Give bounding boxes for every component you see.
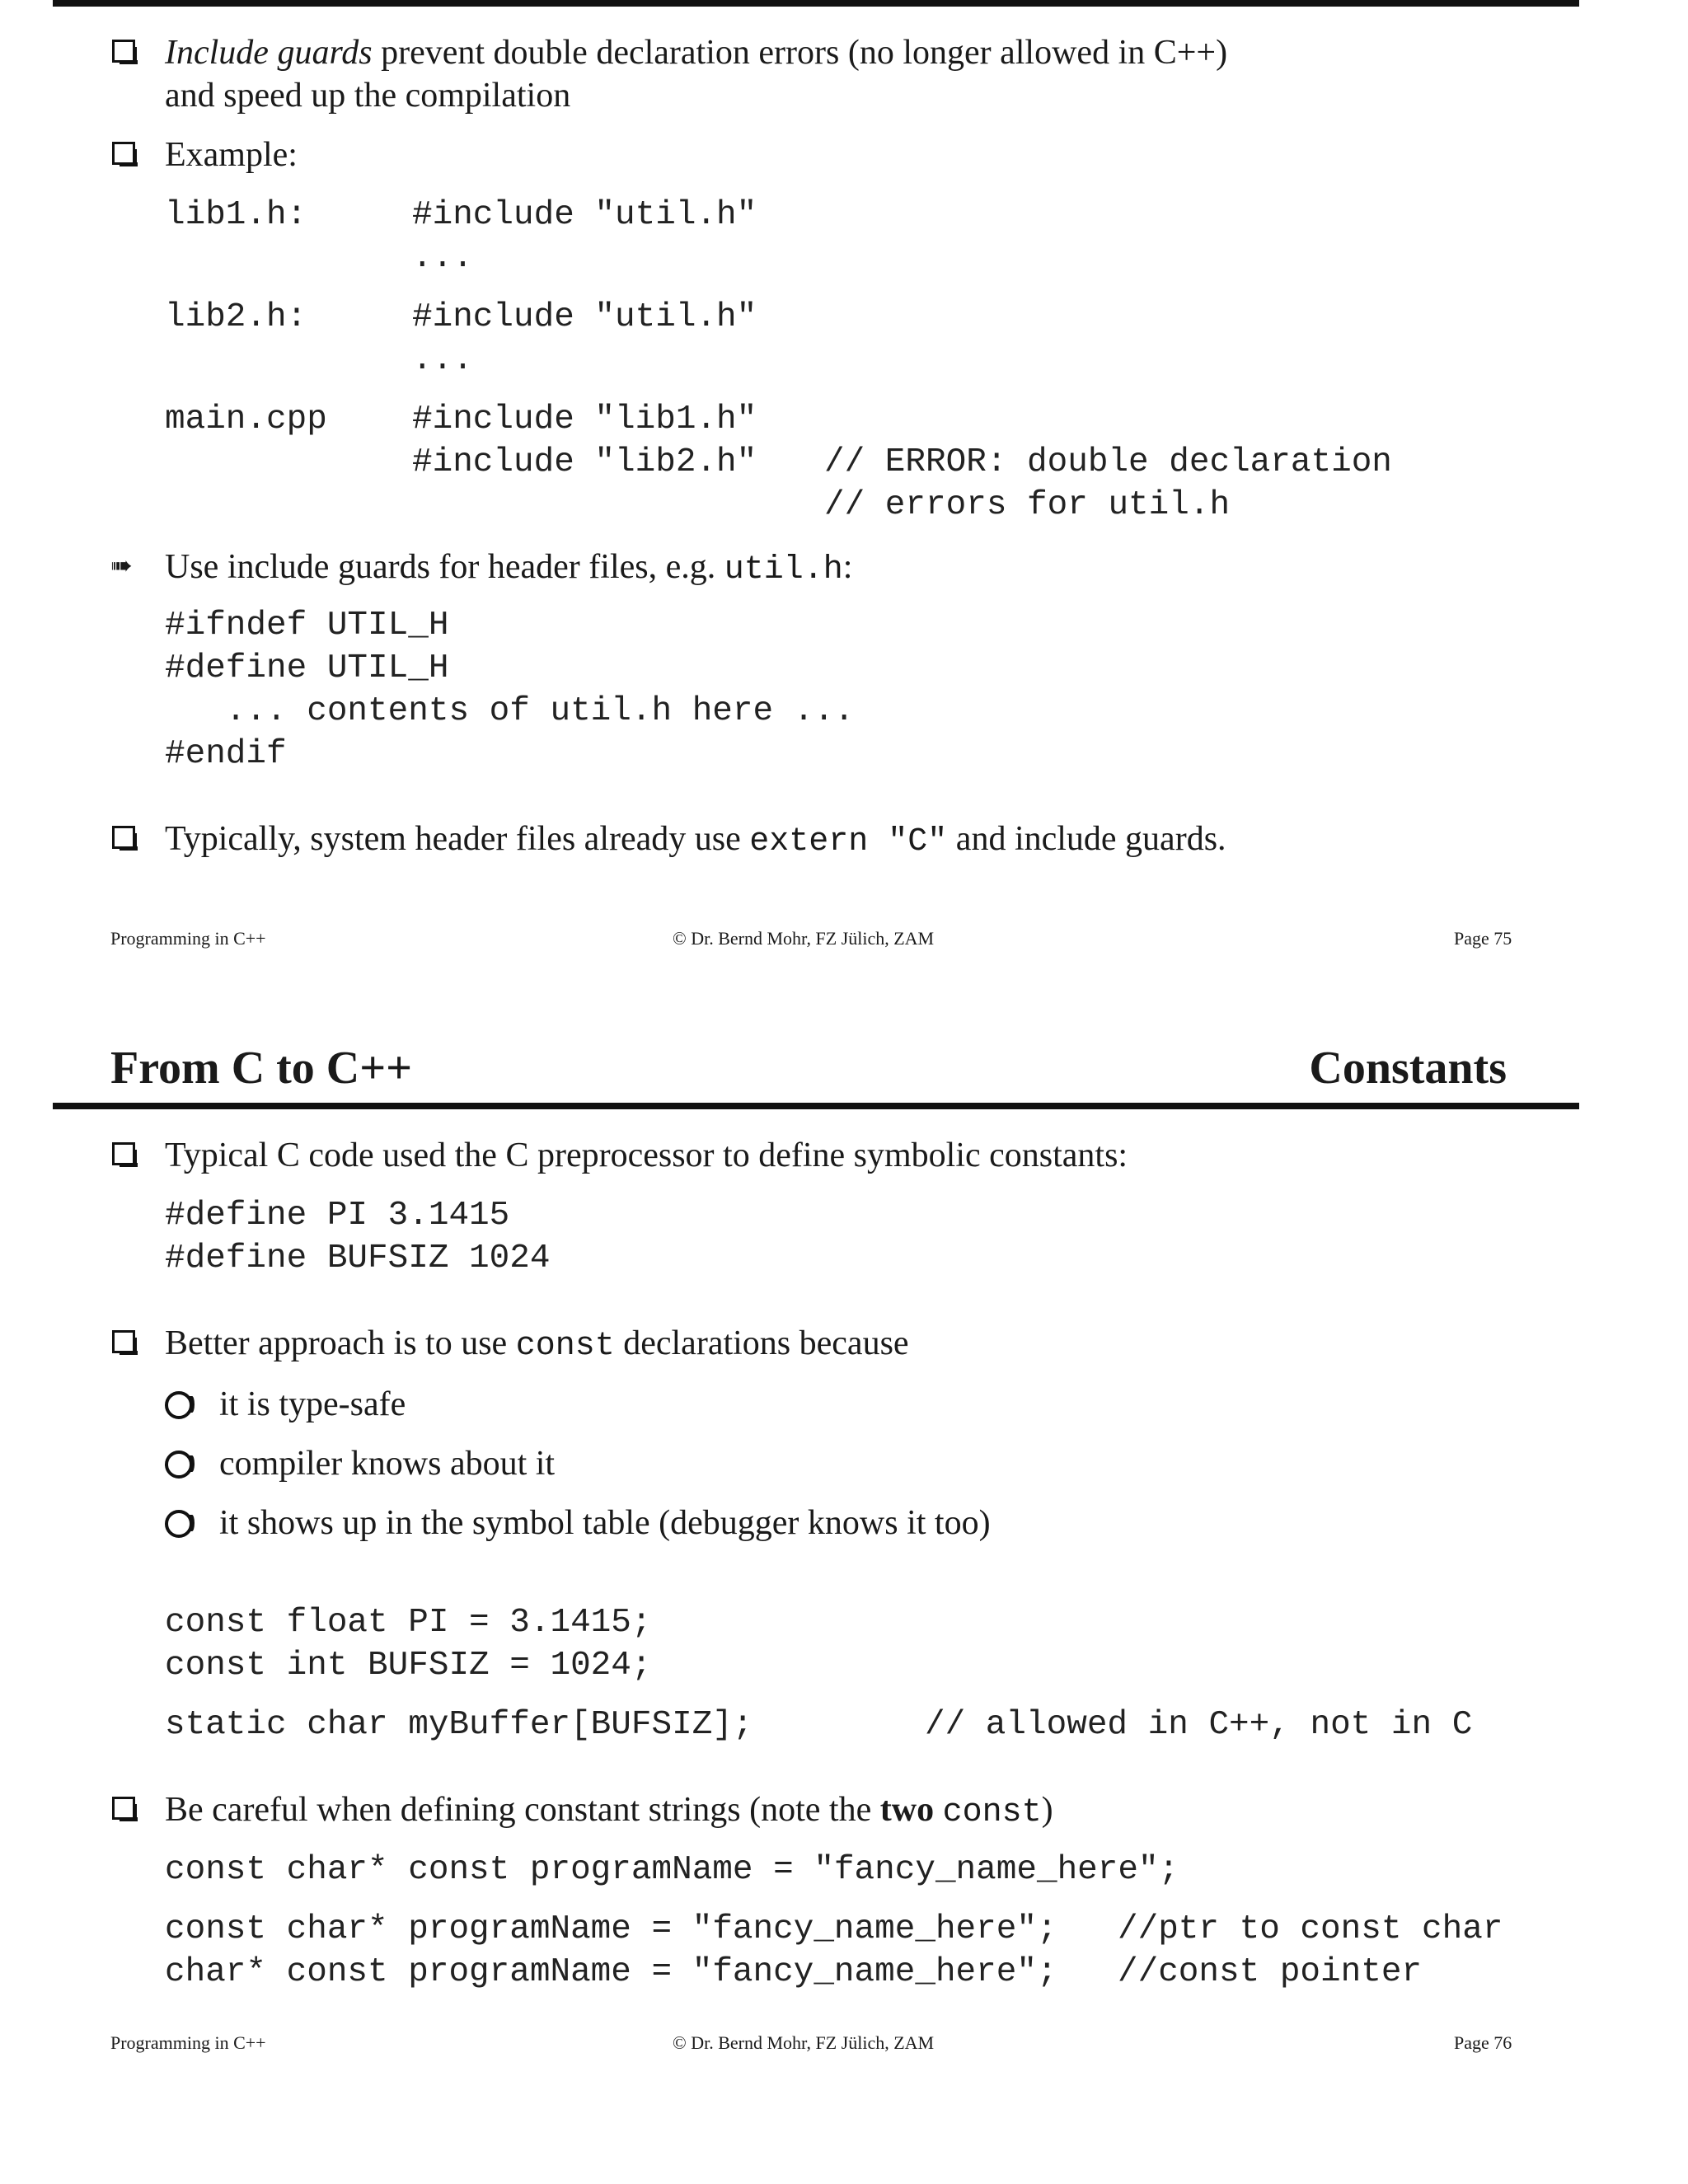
checkbox-bullet-icon	[112, 1330, 135, 1353]
code-line: const char* const programName = "fancy_name_here";	[165, 1851, 1179, 1889]
footer-left: Programming in C++	[110, 928, 266, 949]
code-line: char* const programName = "fancy_name_here";	[165, 1953, 1057, 1991]
code-comment: //const pointer	[1118, 1953, 1423, 1991]
code-comment: // allowed in C++, not in C	[925, 1706, 1473, 1744]
inline-code: util.h	[724, 551, 843, 588]
code-line: ...	[412, 239, 473, 277]
const-strings-suffix: )	[1041, 1791, 1053, 1829]
header-rule	[53, 1103, 1579, 1109]
circle-bullet-icon	[165, 1510, 193, 1538]
code-comment: //ptr to const char	[1118, 1910, 1503, 1948]
sub-item: compiler knows about it	[219, 1445, 556, 1483]
system-headers-text	[165, 818, 1226, 864]
top-rule	[53, 0, 1579, 7]
arrow-item-text	[165, 546, 852, 592]
code-line: #define BUFSIZ 1024	[165, 1240, 551, 1277]
code-line: #include "util.h"	[412, 196, 757, 234]
code-line: #ifndef UTIL_H	[165, 607, 449, 644]
footer-page-number: Page 75	[1454, 928, 1512, 949]
const-strings-label: Be careful when defining constant strings (note the	[165, 1791, 880, 1829]
checkbox-bullet-icon	[112, 142, 135, 165]
system-headers-suffix: and include guards.	[947, 820, 1226, 858]
emphasis-two: two	[879, 1791, 935, 1829]
include-guards-text-line2: and speed up the compilation	[165, 77, 571, 115]
sub-item: it is type-safe	[219, 1385, 406, 1423]
include-guards-text: prevent double declaration errors (no longer allowed in C++)	[372, 34, 1228, 72]
code-label-lib1: lib1.h:	[165, 196, 307, 234]
code-line: const char* programName = "fancy_name_here";	[165, 1910, 1057, 1948]
code-line: #include "lib2.h"	[412, 443, 757, 481]
arrow-item-label: Use include guards for header files, e.g.	[165, 548, 724, 586]
code-label-main: main.cpp	[165, 401, 327, 438]
const-approach-text	[165, 1322, 909, 1368]
code-comment: // errors for util.h	[824, 486, 1231, 524]
inline-code: const	[515, 1328, 615, 1365]
code-line: ...	[412, 341, 473, 379]
include-guards-term: Include guards	[165, 34, 373, 72]
code-label-lib2: lib2.h:	[165, 298, 307, 336]
code-line: #define PI 3.1415	[165, 1197, 510, 1235]
const-strings-text	[165, 1788, 1053, 1835]
code-line: #endif	[165, 735, 287, 773]
arrow-item-suffix: :	[842, 548, 853, 586]
example-heading: Example:	[165, 136, 298, 174]
checkbox-bullet-icon	[112, 40, 135, 63]
code-line: #include "lib1.h"	[412, 401, 757, 438]
code-line: #define UTIL_H	[165, 649, 449, 687]
footer-center: © Dr. Bernd Mohr, FZ Jülich, ZAM	[673, 928, 935, 949]
preprocessor-text: Typical C code used the C preprocessor to define symbolic constants:	[165, 1137, 1128, 1174]
section-title: Constants	[1309, 1043, 1507, 1094]
code-line: const float PI = 3.1415;	[165, 1604, 652, 1642]
sub-item: it shows up in the symbol table (debugger knows it too)	[219, 1504, 991, 1542]
page-title: From C to C++	[110, 1043, 413, 1094]
checkbox-bullet-icon	[112, 1142, 135, 1165]
const-approach-label: Better approach is to use	[165, 1324, 516, 1362]
include-guards-paragraph	[165, 31, 1227, 74]
code-line: #include "util.h"	[412, 298, 757, 336]
system-headers-label: Typically, system header files already use	[165, 820, 750, 858]
footer-page-number: Page 76	[1454, 2032, 1512, 2053]
circle-bullet-icon	[165, 1391, 193, 1419]
code-line: const int BUFSIZ = 1024;	[165, 1647, 652, 1685]
footer-left: Programming in C++	[110, 2032, 266, 2053]
checkbox-bullet-icon	[112, 826, 135, 849]
code-comment: // ERROR: double declaration	[824, 443, 1392, 481]
inline-code: const	[942, 1794, 1042, 1831]
arrow-bullet-icon: ➠	[110, 550, 133, 581]
code-line: static char myBuffer[BUFSIZ];	[165, 1706, 753, 1744]
footer-center: © Dr. Bernd Mohr, FZ Jülich, ZAM	[673, 2032, 935, 2053]
code-line: ... contents of util.h here ...	[165, 692, 855, 730]
inline-code: extern "C"	[749, 823, 948, 860]
const-approach-suffix: declarations because	[614, 1324, 909, 1362]
checkbox-bullet-icon	[112, 1797, 135, 1820]
circle-bullet-icon	[165, 1451, 193, 1479]
